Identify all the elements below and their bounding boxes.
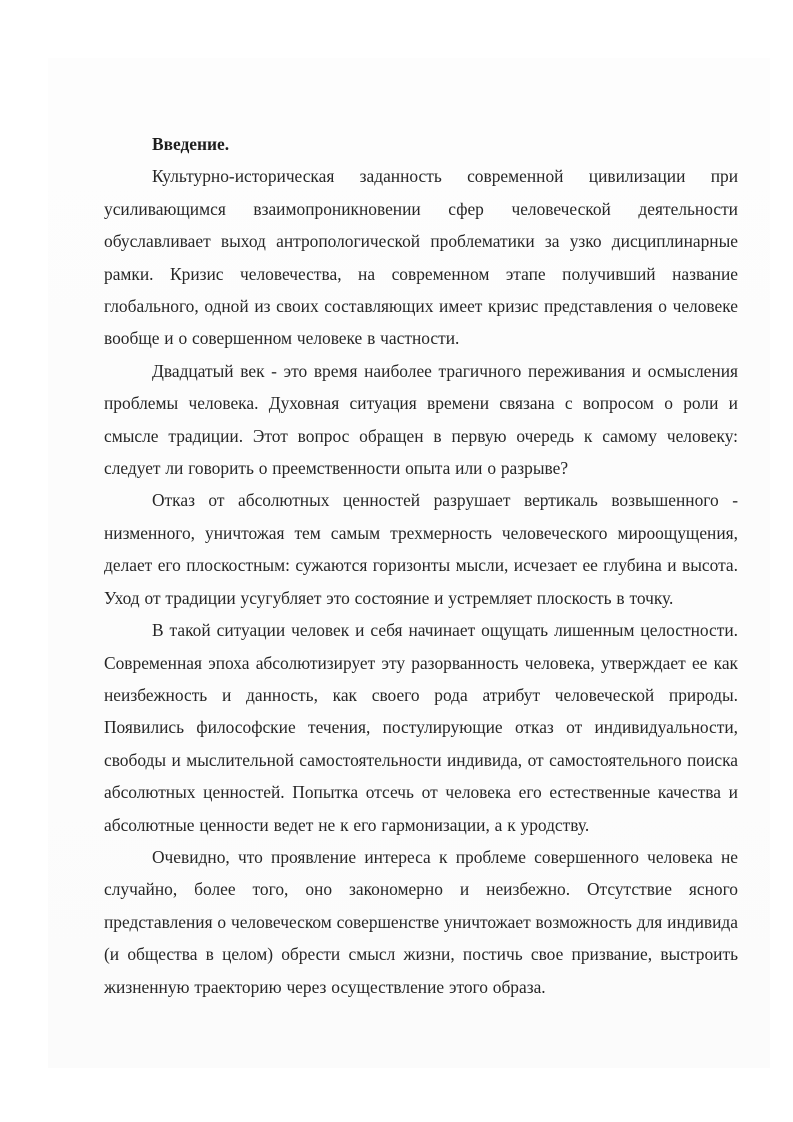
document-body: [104, 128, 738, 1003]
section-heading: Введение.: [152, 134, 230, 154]
paragraph-4: В такой ситуации человек и себя начинает ощущать лишенным целостности. Современная эпоха абсолютизирует эту разорванность человека, утверждает ее как неизбежность и данность, как своего рода атрибут человеческой природы. Появились философские течения, постулирующие отказ от индивидуальности, свободы и мыслительной самостоятельности индивида, от самостоятельного поиска абсолютных ценностей. Попытка отсечь от человека его естественные качества и абсолютные ценности ведет не к его гармонизации, а к уродству.: [104, 620, 738, 835]
paragraph-1: Культурно-историческая заданность современной цивилизации при усиливающимся взаимопроникновении сфер человеческой деятельности обуславливает выход антропологической проблематики за узко дисциплинарные рамки. Кризис человечества, на современном этапе получивший название глобального, одной из своих составляющих имеет кризис представления о человеке вообще и о совершенном человеке в частности.: [104, 166, 738, 349]
paragraph-2: Двадцатый век - это время наиболее трагичного переживания и осмысления проблемы человека. Духовная ситуация времени связана с вопросом о роли и смысле традиции. Этот вопрос обращен в первую очередь к самому человеку: следует ли говорить о преемственности опыта или о разрыве?: [104, 360, 738, 479]
paragraph-3: Отказ от абсолютных ценностей разрушает вертикаль возвышенного - низменного, уничтожая тем самым трехмерность человеческого мироощущения, делает его плоскостным: сужаются горизонты мысли, исчезает ее глубина и высота. Уход от традиции усугубляет это состояние и устремляет плоскость в точку.: [104, 490, 738, 608]
paragraph-5: Очевидно, что проявление интереса к проблеме совершенного человека не случайно, более того, оно закономерно и неизбежно. Отсутствие ясного представления о человеческом совершенстве уничтожает возможность для индивида (и общества в целом) обрести смысл жизни, постичь свое призвание, выстроить жизненную траекторию через осуществление этого образа.: [104, 846, 738, 997]
